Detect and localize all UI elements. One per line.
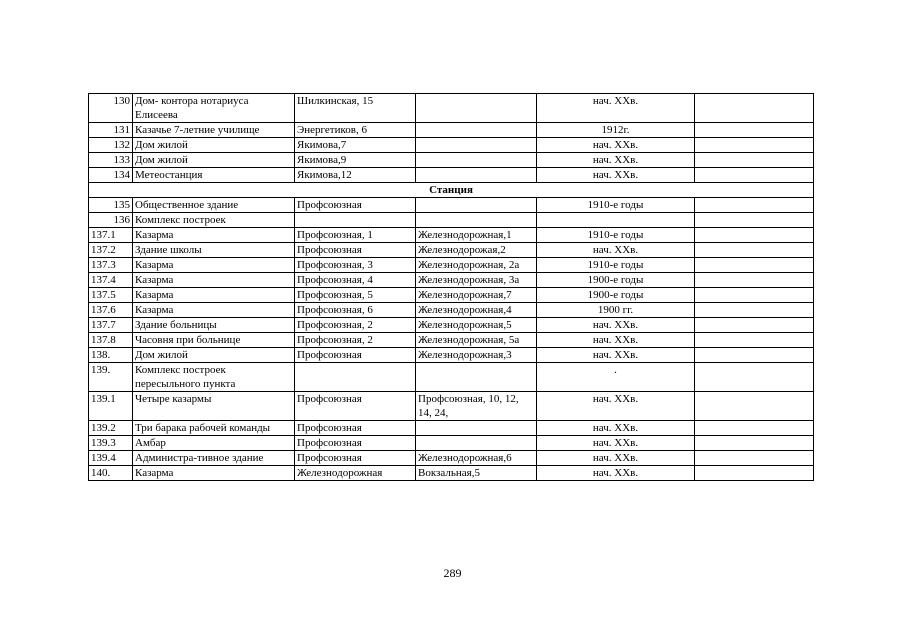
cell-number: 137.6 (89, 303, 133, 318)
cell-address: Профсоюзная (295, 421, 416, 436)
cell-empty (695, 228, 814, 243)
cell-address: Якимова,12 (295, 168, 416, 183)
cell-address-alt: Железнодорожная, 3а (416, 273, 537, 288)
table-row (89, 333, 814, 348)
cell-number: 134 (89, 168, 133, 183)
cell-object-name: Здание больницы (133, 318, 295, 333)
cell-number: 135 (89, 198, 133, 213)
table-row (89, 123, 814, 138)
cell-date: нач. XXв. (537, 94, 695, 123)
cell-address: Профсоюзная, 1 (295, 228, 416, 243)
cell-date: нач. XXв. (537, 333, 695, 348)
cell-object-name: Четыре казармы (133, 392, 295, 421)
cell-empty (695, 363, 814, 392)
cell-address: Якимова,9 (295, 153, 416, 168)
table-row (89, 258, 814, 273)
cell-address: Профсоюзная (295, 392, 416, 421)
table-row (89, 94, 814, 123)
cell-empty (695, 288, 814, 303)
cell-date: нач. XXв. (537, 153, 695, 168)
cell-number: 136 (89, 213, 133, 228)
cell-object-name: Казарма (133, 303, 295, 318)
cell-address-alt: Железнодорожная,6 (416, 451, 537, 466)
cell-address: Профсоюзная, 5 (295, 288, 416, 303)
cell-object-name: Казарма (133, 228, 295, 243)
cell-address-alt: Железнодорожная,7 (416, 288, 537, 303)
cell-address-alt (416, 198, 537, 213)
cell-object-name: Администра-тивное здание (133, 451, 295, 466)
table-row (89, 421, 814, 436)
cell-object-name: Три барака рабочей команды (133, 421, 295, 436)
cell-address: Профсоюзная, 4 (295, 273, 416, 288)
cell-empty (695, 318, 814, 333)
table-row (89, 228, 814, 243)
cell-object-name: Казарма (133, 258, 295, 273)
table-row (89, 168, 814, 183)
table-row (89, 243, 814, 258)
cell-empty (695, 303, 814, 318)
cell-empty (695, 451, 814, 466)
cell-object-name: Общественное здание (133, 198, 295, 213)
table-row (89, 273, 814, 288)
cell-address: Профсоюзная (295, 348, 416, 363)
cell-address: Профсоюзная (295, 436, 416, 451)
cell-address-alt (416, 421, 537, 436)
cell-date: 1910-е годы (537, 258, 695, 273)
cell-address-alt: Вокзальная,5 (416, 466, 537, 481)
cell-date: нач. XXв. (537, 436, 695, 451)
cell-number: 137.4 (89, 273, 133, 288)
table-row (89, 138, 814, 153)
heritage-table (88, 93, 814, 481)
cell-address: Профсоюзная, 2 (295, 318, 416, 333)
cell-address-alt (416, 213, 537, 228)
cell-number: 137.1 (89, 228, 133, 243)
cell-empty (695, 243, 814, 258)
cell-address-alt: Железнодорожая,2 (416, 243, 537, 258)
cell-object-name: Дом- контора нотариуса Елисеева (133, 94, 295, 123)
cell-object-name: Казарма (133, 273, 295, 288)
cell-number: 130 (89, 94, 133, 123)
cell-date: нач. XXв. (537, 392, 695, 421)
cell-address: Железнодорожная (295, 466, 416, 481)
table-row (89, 198, 814, 213)
cell-object-name: Комплекс построек (133, 213, 295, 228)
cell-empty (695, 153, 814, 168)
table-row (89, 303, 814, 318)
cell-number: 138. (89, 348, 133, 363)
table-row (89, 318, 814, 333)
cell-object-name: Казарма (133, 288, 295, 303)
cell-number: 139. (89, 363, 133, 392)
cell-empty (695, 168, 814, 183)
cell-address: Профсоюзная, 2 (295, 333, 416, 348)
cell-date: нач. XXв. (537, 138, 695, 153)
cell-date: . (537, 363, 695, 392)
cell-address-alt: Железнодорожная,5 (416, 318, 537, 333)
cell-date: 1900-е годы (537, 273, 695, 288)
cell-date: нач. XXв. (537, 243, 695, 258)
cell-address-alt: Профсоюзная, 10, 12, 14, 24, (416, 392, 537, 421)
cell-empty (695, 466, 814, 481)
cell-number: 131 (89, 123, 133, 138)
cell-object-name: Казарма (133, 466, 295, 481)
cell-empty (695, 94, 814, 123)
cell-empty (695, 258, 814, 273)
cell-empty (695, 421, 814, 436)
cell-number: 140. (89, 466, 133, 481)
table-body (89, 94, 814, 481)
cell-date (537, 213, 695, 228)
table-row (89, 436, 814, 451)
cell-object-name: Дом жилой (133, 348, 295, 363)
cell-object-name: Здание школы (133, 243, 295, 258)
cell-address: Энергетиков, 6 (295, 123, 416, 138)
table-row (89, 466, 814, 481)
cell-number: 139.2 (89, 421, 133, 436)
cell-address-alt: Железнодорожная,1 (416, 228, 537, 243)
cell-address-alt (416, 94, 537, 123)
cell-number: 137.8 (89, 333, 133, 348)
cell-address: Профсоюзная, 3 (295, 258, 416, 273)
cell-number: 137.5 (89, 288, 133, 303)
cell-empty (695, 123, 814, 138)
cell-address-alt (416, 153, 537, 168)
cell-date: 1910-е годы (537, 228, 695, 243)
table-row (89, 451, 814, 466)
table-row (89, 153, 814, 168)
cell-address-alt (416, 138, 537, 153)
cell-empty (695, 273, 814, 288)
cell-address: Якимова,7 (295, 138, 416, 153)
cell-object-name: Дом жилой (133, 153, 295, 168)
cell-object-name: Комплекс построек пересыльного пункта (133, 363, 295, 392)
cell-date: нач. XXв. (537, 318, 695, 333)
cell-address-alt (416, 168, 537, 183)
cell-date: нач. XXв. (537, 168, 695, 183)
cell-address: Профсоюзная (295, 198, 416, 213)
cell-date: нач. XXв. (537, 466, 695, 481)
cell-date: 1900 гг. (537, 303, 695, 318)
cell-number: 132 (89, 138, 133, 153)
cell-address: Профсоюзная (295, 243, 416, 258)
cell-address (295, 363, 416, 392)
cell-number: 139.1 (89, 392, 133, 421)
cell-object-name: Амбар (133, 436, 295, 451)
page-number: 289 (443, 566, 462, 580)
cell-empty (695, 333, 814, 348)
cell-empty (695, 198, 814, 213)
cell-date: нач. XXв. (537, 421, 695, 436)
cell-address-alt: Железнодорожная,3 (416, 348, 537, 363)
table-row (89, 213, 814, 228)
cell-address-alt (416, 436, 537, 451)
cell-address: Шилкинская, 15 (295, 94, 416, 123)
cell-date: 1900-е годы (537, 288, 695, 303)
cell-number: 133 (89, 153, 133, 168)
cell-empty (695, 436, 814, 451)
cell-number: 137.7 (89, 318, 133, 333)
cell-object-name: Часовня при больнице (133, 333, 295, 348)
section-title: Станция (89, 183, 814, 198)
cell-number: 139.4 (89, 451, 133, 466)
table-row (89, 392, 814, 421)
cell-empty (695, 138, 814, 153)
cell-address-alt: Железнодорожная, 2а (416, 258, 537, 273)
cell-object-name: Казачье 7-летние училище (133, 123, 295, 138)
cell-date: нач. XXв. (537, 348, 695, 363)
cell-empty (695, 348, 814, 363)
cell-address-alt: Железнодорожная,4 (416, 303, 537, 318)
cell-number: 137.2 (89, 243, 133, 258)
cell-date: 1912г. (537, 123, 695, 138)
cell-object-name: Дом жилой (133, 138, 295, 153)
table-row (89, 363, 814, 392)
cell-address-alt: Железнодорожная, 5а (416, 333, 537, 348)
cell-number: 137.3 (89, 258, 133, 273)
cell-address-alt (416, 123, 537, 138)
cell-empty (695, 392, 814, 421)
cell-address-alt (416, 363, 537, 392)
table-row (89, 348, 814, 363)
section-row (89, 183, 814, 198)
cell-date: 1910-е годы (537, 198, 695, 213)
cell-address (295, 213, 416, 228)
cell-object-name: Метеостанция (133, 168, 295, 183)
cell-number: 139.3 (89, 436, 133, 451)
table-row (89, 288, 814, 303)
cell-date: нач. XXв. (537, 451, 695, 466)
cell-empty (695, 213, 814, 228)
cell-address: Профсоюзная, 6 (295, 303, 416, 318)
cell-address: Профсоюзная (295, 451, 416, 466)
